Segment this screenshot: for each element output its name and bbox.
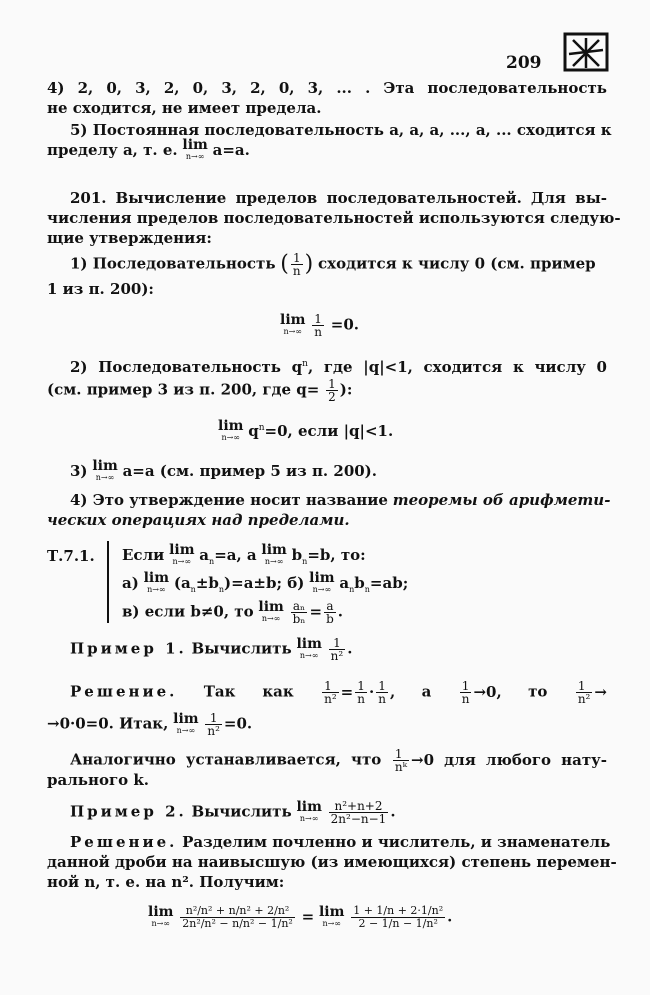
example-heading: Пример 2. Вычислить lim n→∞ $\frac{\text{n²+n+2}}{\text{2n²−n−1}}$ .	[70, 798, 396, 826]
text-line: данной дроби на наивысшую (из имеющихся) степень перемен-	[47, 853, 617, 871]
text-line: ческих операциях над пределами.	[47, 511, 350, 529]
text-line: 2) Последовательность $q^n$, где |q|<1, сходится к числу 0	[70, 358, 607, 376]
text-line: (см. пример 3 из п. 200, где q= $\frac{1}{2}$ ):	[47, 377, 353, 404]
theorem-line: Если lim n→∞ $a_n=a$, а lim n→∞ $b_n=b$, то:	[122, 542, 366, 566]
text-line: 5) Постоянная последовательность a, a, a, ..., a, ... сходится к	[70, 121, 612, 139]
text-line: щие утверждения:	[47, 229, 212, 247]
page-number: 209	[506, 53, 542, 73]
text-line: пределу a, т. е. lim n→∞ a=a.	[47, 137, 250, 161]
solution-line: →0·0=0. Итак, lim n→∞ $\frac{1}{\text{n²}}$ =0.	[47, 710, 253, 738]
theorem-rule	[107, 541, 109, 623]
formula: lim n→∞ $q^n=0$, если |q|<1.	[218, 418, 394, 442]
text-line: числения пределов последовательностей используются следую-	[47, 209, 621, 227]
theorem-line: в) если b≠0, то lim n→∞ $\frac{\text{aₙ}}{\text{bₙ}}$ = $\frac{a}{b}$ .	[122, 598, 343, 626]
text-line: 4) Это утверждение носит название теоремы об арифмети-	[70, 491, 611, 509]
example-heading: Пример 1. Вычислить lim n→∞ $\frac{1}{\text{n²}}$ .	[70, 635, 353, 663]
formula: lim n→∞ $\frac{1}{n}$ =0.	[280, 311, 359, 339]
text-line: не сходится, не имеет предела.	[47, 99, 322, 117]
text-line: 1) Последовательность ( $\frac{1}{n}$ ) сходится к числу 0 (см. пример	[70, 251, 596, 278]
text-line: 1 из п. 200):	[47, 280, 154, 298]
text-line: 3) lim n→∞ a=a (см. пример 5 из п. 200).	[70, 458, 378, 482]
text-line: ной n, т. е. на n². Получим:	[47, 873, 285, 891]
section-heading: 201. Вычисление пределов последовательностей. Для вы-	[70, 189, 607, 207]
text-line: Аналогично устанавливается, что $\frac{1}{\text{nᵏ}}$ →0 для любого нату-	[70, 747, 607, 774]
final-formula: lim n→∞ $\frac{\text{n²/n² + n/n² + 2/n²}}{\text{2n²/n² − n/n² − 1/n²}}$ = lim n→∞ $\frac{\text{1 + 1/n + 2·1/n²}}{\text{2 − 1/n − 1/n²}}$ .	[148, 903, 453, 930]
text-line: 4) 2, 0, 3, 2, 0, 3, 2, 0, 3, ... . Эта последовательность	[47, 79, 607, 97]
text-line: рального k.	[47, 771, 149, 789]
theorem-label: Т.7.1.	[47, 547, 95, 565]
limit: lim n→∞	[182, 137, 208, 161]
fraction: $\frac{1}{n}$	[292, 251, 301, 278]
solution-line: Решение. Разделим почленно и числитель, и знаменатель	[70, 833, 611, 851]
solution-line: Решение. Так как $\frac{1}{\text{n²}}$ = $\frac{1}{n}$ · $\frac{1}{n}$ , а $\frac{1}{n}$ →0, то $\frac{1}{\text{n²}}$ →	[70, 679, 607, 706]
library-stamp-icon	[563, 32, 609, 72]
theorem-line: а) lim n→∞ $(a_n\pm b_n)=a\pm b$; б) lim n→∞ $a_nb_n=ab$;	[122, 570, 409, 594]
